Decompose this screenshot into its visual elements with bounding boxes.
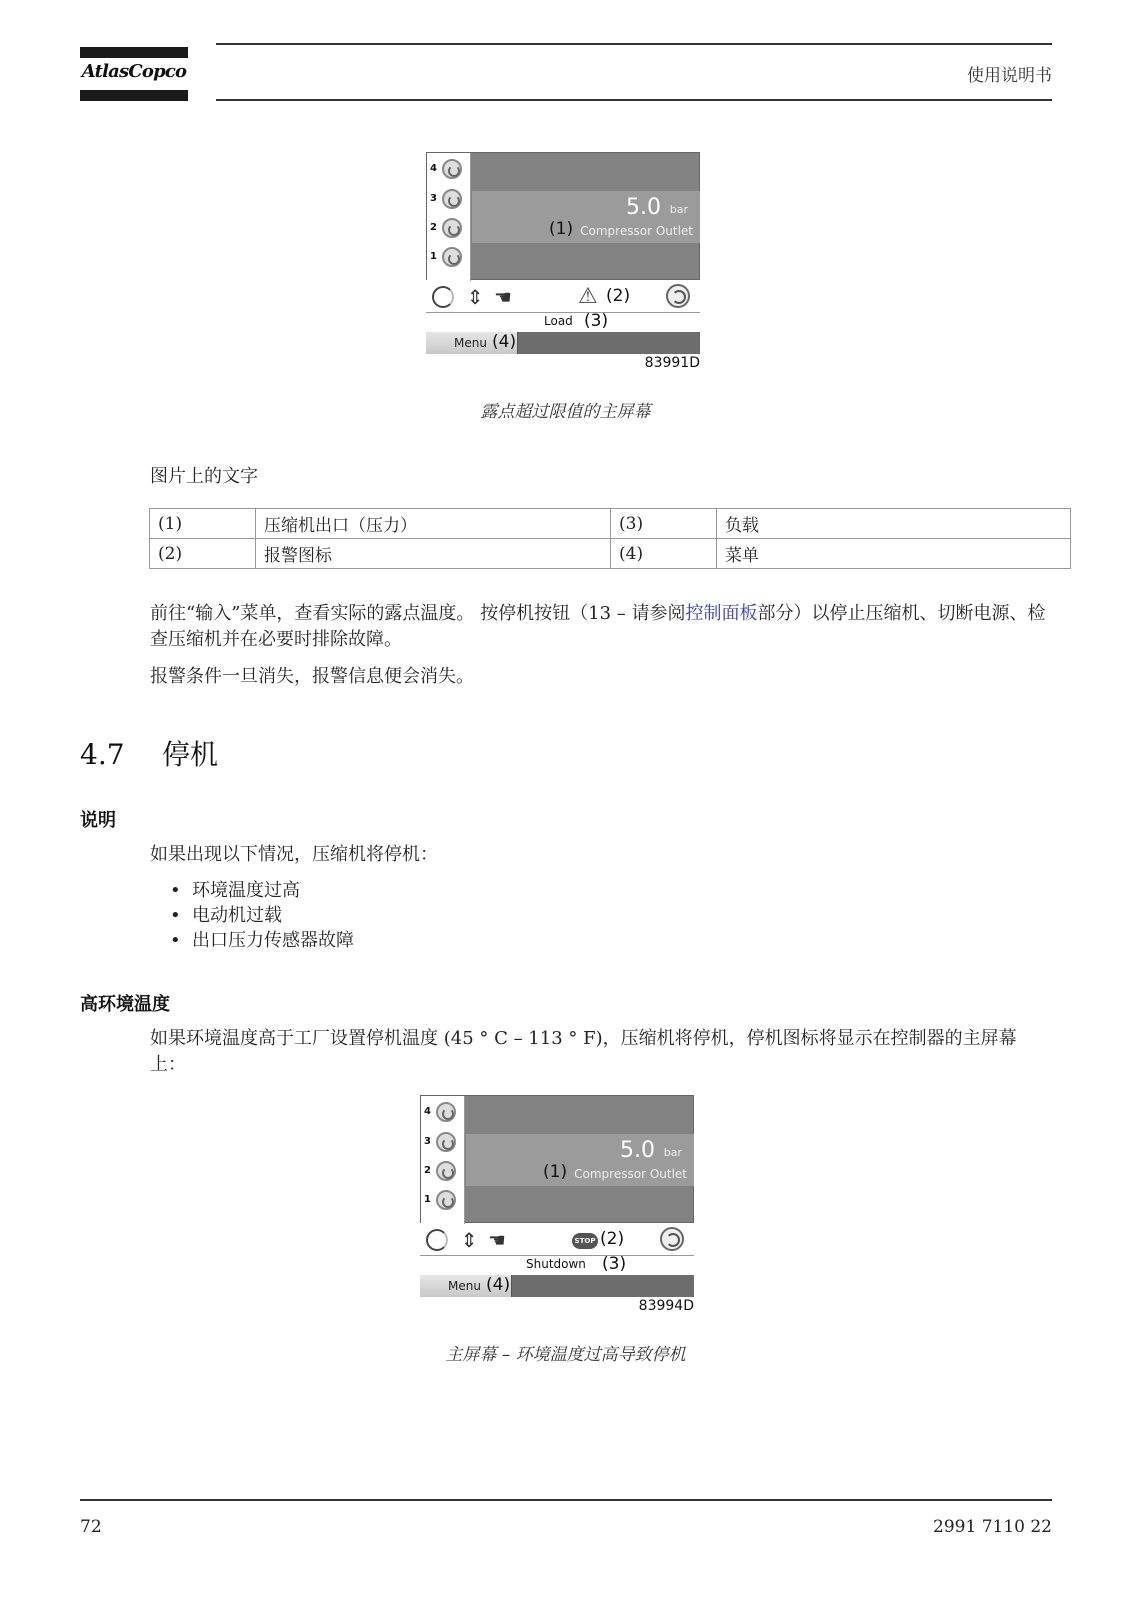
status-text: Load bbox=[544, 314, 573, 328]
separator bbox=[420, 1255, 694, 1256]
figure-2-caption: 主屏幕 – 环境温度过高导致停机 bbox=[445, 1345, 686, 1365]
callout-2: (2) bbox=[606, 286, 631, 306]
logo-bar-bottom bbox=[80, 90, 188, 101]
paragraph-text: 前往“输入”菜单，查看实际的露点温度。 按停机按钮（13 – 请参阅 bbox=[150, 603, 686, 624]
document-type: 使用说明书 bbox=[967, 66, 1052, 86]
document-number: 2991 7110 22 bbox=[933, 1517, 1052, 1537]
figure-number: 83994D bbox=[638, 1298, 694, 1314]
paragraph-text: 部分）以停止压缩机、切断电源、检查压缩机并在必要时排除故障。 bbox=[150, 603, 1046, 650]
status-icon-bar bbox=[426, 282, 700, 312]
menu-bar bbox=[420, 1275, 694, 1297]
compressor-element-icon bbox=[436, 1132, 456, 1152]
legend-cell: 负载 bbox=[717, 509, 1071, 539]
compressor-element-icon bbox=[442, 189, 462, 209]
compressor-row bbox=[424, 1188, 464, 1214]
cycle-icon bbox=[426, 1229, 448, 1251]
legend-cell: 菜单 bbox=[717, 539, 1071, 569]
hand-icon: ☚ bbox=[488, 1228, 506, 1252]
legend-table bbox=[149, 508, 1071, 569]
legend-row bbox=[150, 509, 1071, 539]
motor-running-icon bbox=[666, 284, 690, 308]
separator bbox=[426, 312, 700, 313]
status-text: Shutdown bbox=[526, 1257, 586, 1271]
compressor-number: 3 bbox=[424, 1136, 431, 1147]
legend-cell: (2) bbox=[150, 539, 256, 569]
menu-bar bbox=[426, 332, 700, 354]
callout-4: (4) bbox=[492, 332, 517, 352]
pressure-value: 5.0 bbox=[626, 195, 661, 220]
compressor-row bbox=[424, 1159, 464, 1185]
menu-button[interactable] bbox=[420, 1275, 512, 1297]
page-number: 72 bbox=[80, 1517, 102, 1537]
compressor-element-icon bbox=[436, 1161, 456, 1181]
high-temp-heading: 高环境温度 bbox=[80, 994, 170, 1015]
compressor-number: 4 bbox=[430, 163, 437, 174]
pressure-value: 5.0 bbox=[620, 1138, 655, 1163]
header-rule-bottom bbox=[216, 99, 1052, 101]
compressor-row bbox=[424, 1100, 464, 1126]
compressor-row bbox=[430, 245, 470, 271]
legend-row bbox=[150, 539, 1071, 569]
compressor-element-icon bbox=[442, 247, 462, 267]
section-heading bbox=[80, 733, 218, 773]
callout-4: (4) bbox=[486, 1275, 511, 1295]
display-area bbox=[426, 152, 700, 280]
list-item: • 出口压力传感器故障 bbox=[170, 928, 354, 953]
paragraph-1 bbox=[150, 601, 1050, 653]
logo-text: AtlasCopco bbox=[81, 61, 187, 82]
legend-heading: 图片上的文字 bbox=[150, 466, 258, 487]
callout-3: (3) bbox=[602, 1254, 627, 1274]
section-title: 停机 bbox=[162, 738, 219, 771]
compressor-element-icon bbox=[436, 1102, 456, 1122]
description-intro: 如果出现以下情况，压缩机将停机： bbox=[150, 844, 438, 865]
footer-rule bbox=[80, 1499, 1052, 1501]
compressor-row bbox=[424, 1130, 464, 1156]
warning-icon: ⚠ bbox=[578, 284, 598, 309]
compressor-icon-column bbox=[427, 153, 471, 281]
control-panel-link[interactable]: 控制面板 bbox=[685, 603, 758, 624]
compressor-number: 4 bbox=[424, 1106, 431, 1117]
outlet-label: Compressor Outlet bbox=[580, 224, 693, 238]
list-item: • 电动机过载 bbox=[170, 903, 354, 928]
compressor-row bbox=[430, 157, 470, 183]
compressor-row bbox=[430, 187, 470, 213]
pressure-unit: bar bbox=[663, 1146, 682, 1159]
figure-1-caption: 露点超过限值的主屏幕 bbox=[480, 402, 651, 422]
compressor-element-icon bbox=[442, 218, 462, 238]
outlet-label: Compressor Outlet bbox=[574, 1167, 687, 1181]
motor-running-icon bbox=[660, 1227, 684, 1251]
valve-icon: ⇕ bbox=[466, 285, 484, 309]
controller-screen-figure-1 bbox=[426, 152, 700, 372]
legend-cell: 报警图标 bbox=[256, 539, 611, 569]
legend-cell: (4) bbox=[611, 539, 717, 569]
controller-screen-figure-2 bbox=[420, 1095, 694, 1315]
menu-label: Menu bbox=[448, 1279, 481, 1293]
display-area bbox=[420, 1095, 694, 1223]
compressor-number: 2 bbox=[430, 222, 437, 233]
hand-icon: ☚ bbox=[494, 285, 512, 309]
atlas-copco-logo bbox=[80, 47, 188, 102]
pressure-unit: bar bbox=[669, 203, 688, 216]
compressor-element-icon bbox=[436, 1190, 456, 1210]
compressor-element-icon bbox=[442, 159, 462, 179]
paragraph-2: 报警条件一旦消失，报警信息便会消失。 bbox=[150, 666, 474, 687]
legend-cell: (1) bbox=[150, 509, 256, 539]
menu-label: Menu bbox=[454, 336, 487, 350]
status-icon-bar bbox=[420, 1225, 694, 1255]
compressor-icon-column bbox=[421, 1096, 465, 1224]
callout-3: (3) bbox=[584, 311, 609, 331]
menu-button[interactable] bbox=[426, 332, 518, 354]
shutdown-cause-list bbox=[170, 878, 354, 953]
compressor-row bbox=[430, 216, 470, 242]
callout-1: (1) bbox=[549, 219, 574, 239]
cycle-icon bbox=[432, 286, 454, 308]
section-number: 4.7 bbox=[80, 738, 125, 771]
header-rule-top bbox=[216, 43, 1052, 45]
compressor-number: 1 bbox=[424, 1194, 431, 1205]
figure-number: 83991D bbox=[644, 355, 700, 371]
stop-icon: STOP bbox=[572, 1233, 598, 1249]
callout-1: (1) bbox=[543, 1162, 568, 1182]
compressor-number: 1 bbox=[430, 251, 437, 262]
legend-cell: (3) bbox=[611, 509, 717, 539]
list-item: • 环境温度过高 bbox=[170, 878, 354, 903]
compressor-number: 3 bbox=[430, 193, 437, 204]
valve-icon: ⇕ bbox=[460, 1228, 478, 1252]
description-heading: 说明 bbox=[80, 810, 116, 831]
compressor-number: 2 bbox=[424, 1165, 431, 1176]
high-temp-paragraph: 如果环境温度高于工厂设置停机温度 (45 ° C – 113 ° F)，压缩机将停机，停机图标将显示在控制器的主屏幕上： bbox=[150, 1028, 1017, 1075]
legend-cell: 压缩机出口（压力） bbox=[256, 509, 611, 539]
logo-bar-top bbox=[80, 47, 188, 58]
callout-2: (2) bbox=[600, 1229, 625, 1249]
